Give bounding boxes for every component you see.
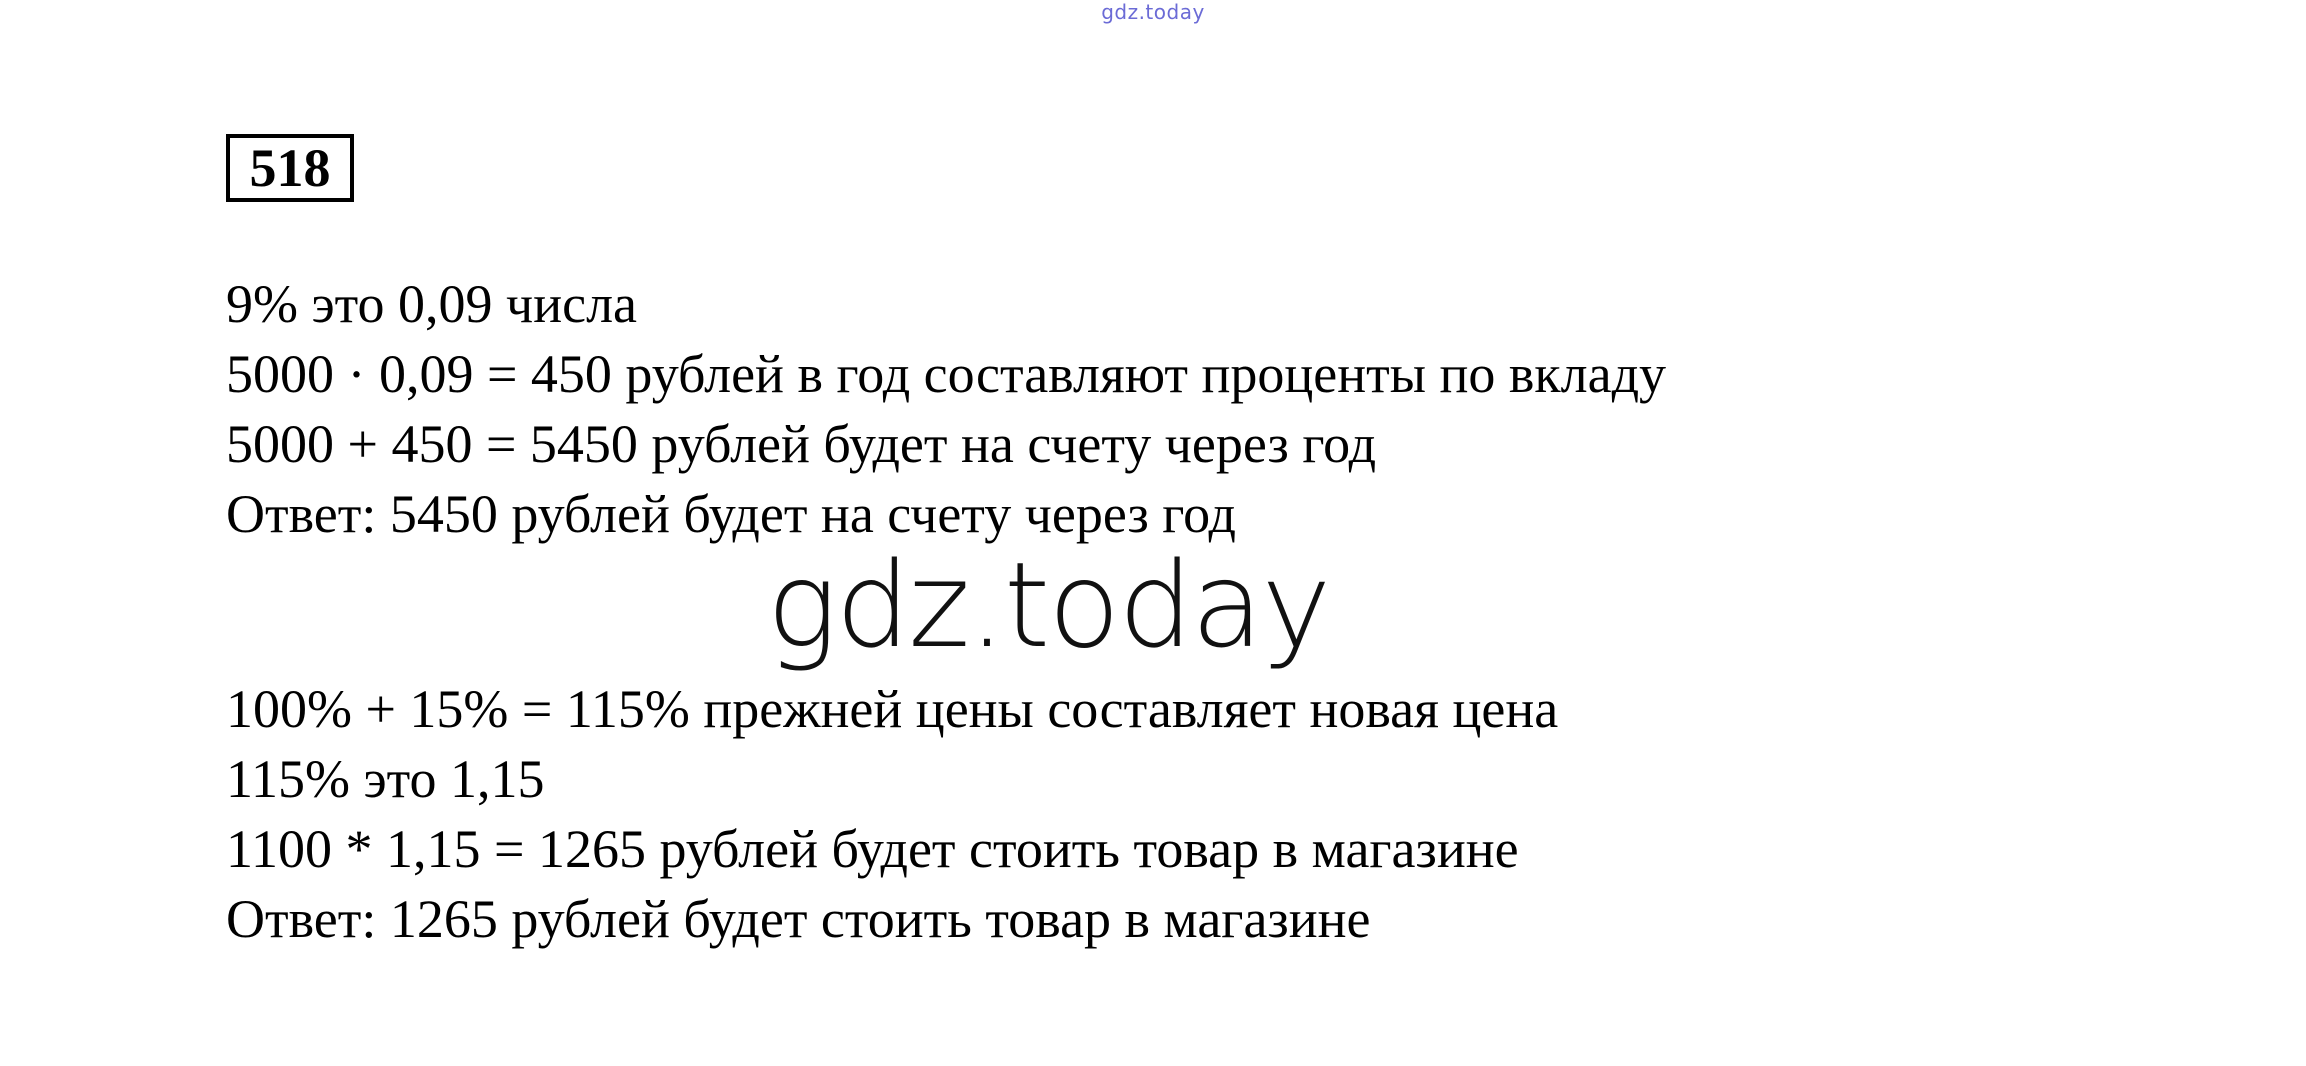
solution-part-1 [226, 269, 1666, 549]
answer-line: Ответ: 5450 рублей будет на счету через год [226, 484, 1236, 544]
solution-part-2 [226, 674, 1558, 954]
solution-line: 5000 + 450 = 5450 рублей будет на счету через год [226, 414, 1377, 474]
solution-line: 100% + 15% = 115% прежней цены составляет новая цена [226, 679, 1559, 739]
solution-line: 5000 · 0,09 = 450 рублей в год составляют проценты по вкладу [226, 344, 1667, 404]
solution-line: 1100 * 1,15 = 1265 рублей будет стоить товар в магазине [226, 819, 1519, 879]
problem-number: 518 [226, 134, 354, 202]
solution-line: 9% это 0,09 числа [226, 274, 637, 334]
header-watermark: gdz.today [1101, 0, 1205, 24]
solution-line: 115% это 1,15 [226, 749, 545, 809]
answer-line: Ответ: 1265 рублей будет стоить товар в магазине [226, 889, 1371, 949]
center-watermark [0, 536, 2306, 674]
center-watermark-text: gdz.today [766, 536, 1330, 674]
